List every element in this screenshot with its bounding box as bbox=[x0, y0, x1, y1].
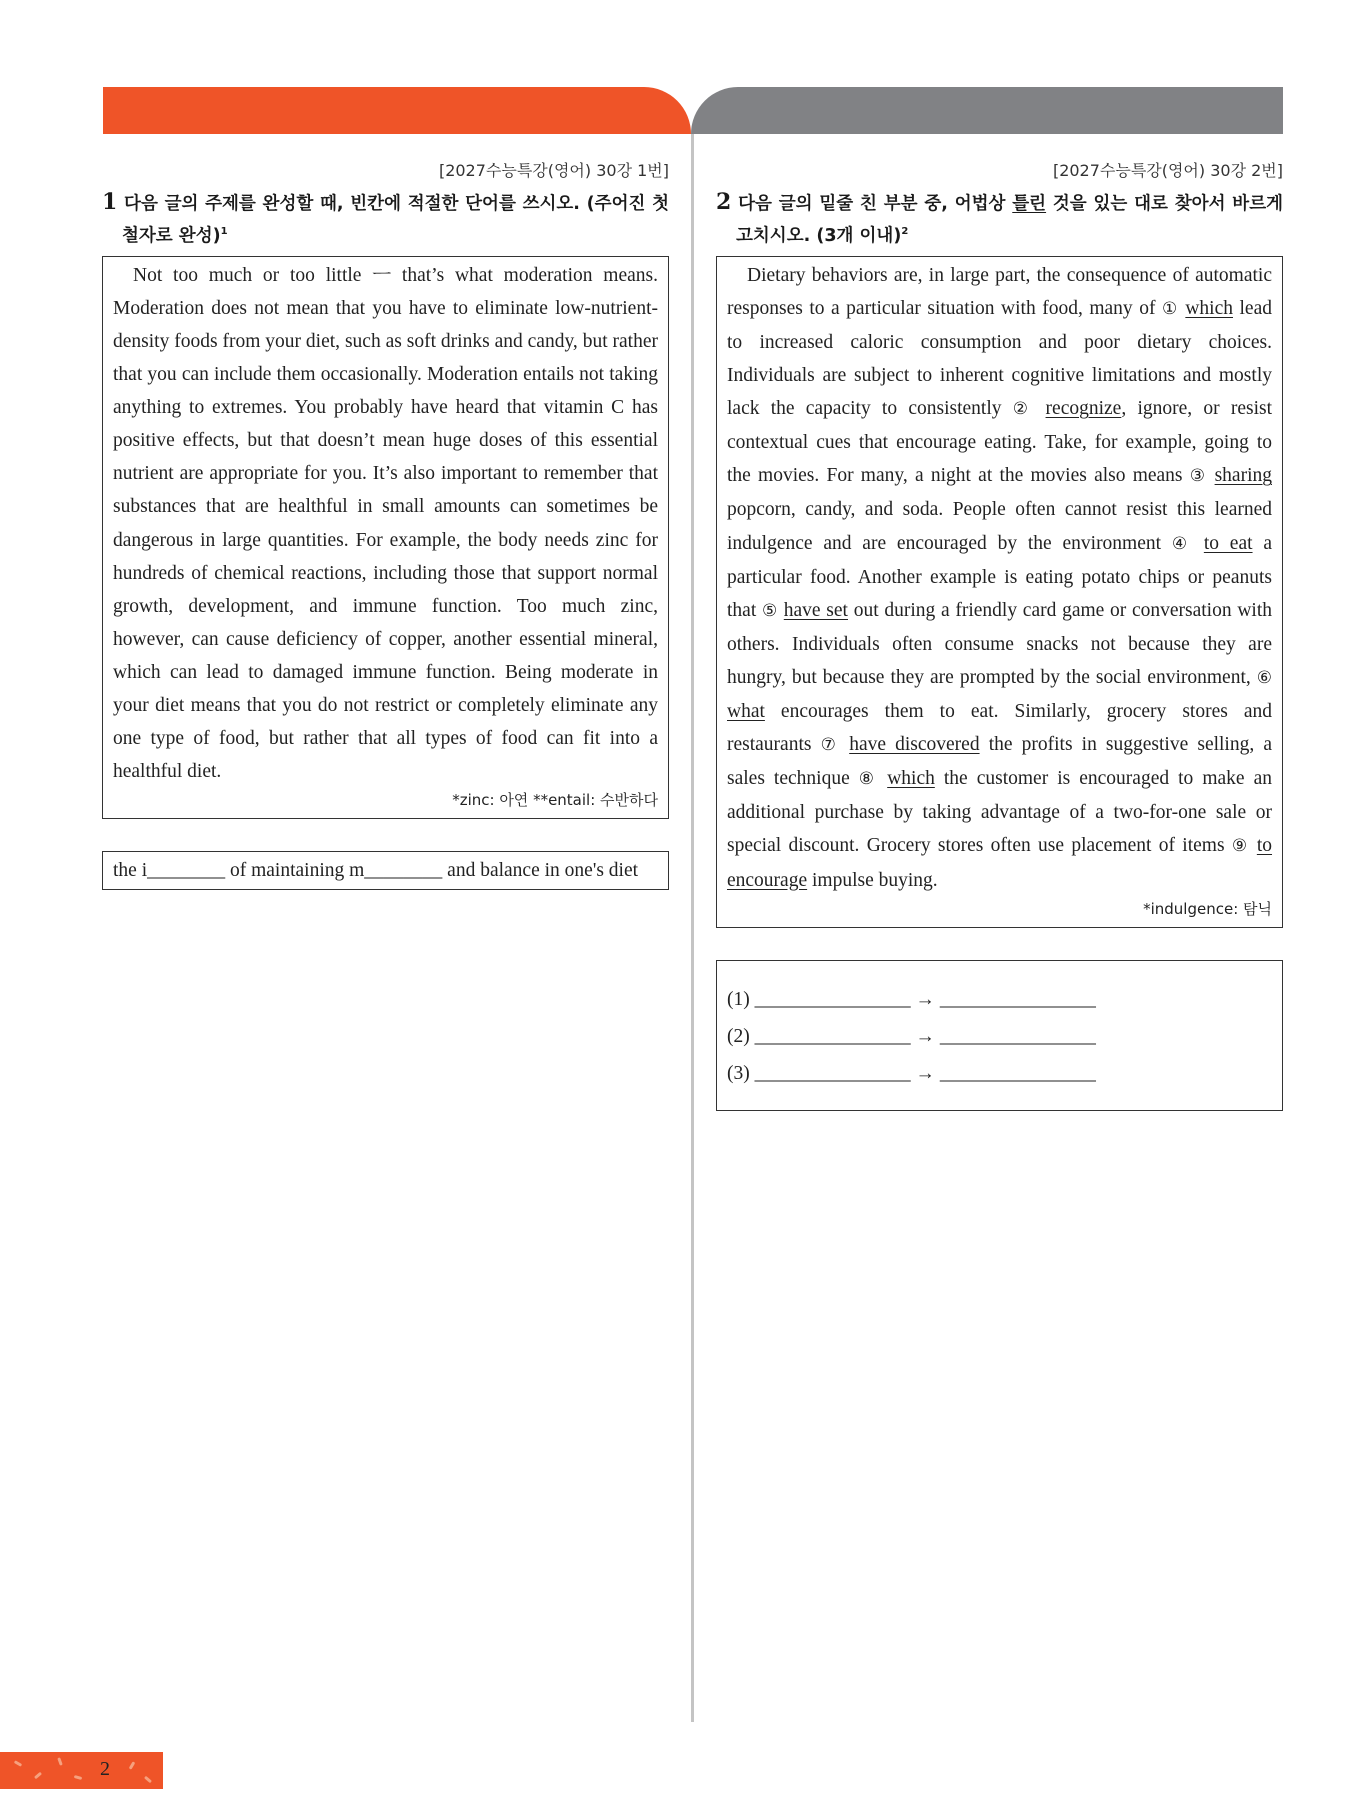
underlined-choice: to eat bbox=[1203, 532, 1253, 554]
header-banner-right bbox=[691, 87, 1283, 134]
source-label: [2027수능특강(영어) 30강 2번] bbox=[1052, 161, 1283, 180]
circled-number: ① bbox=[1161, 298, 1179, 319]
answer-box bbox=[716, 960, 1283, 1111]
passage-box bbox=[716, 256, 1283, 928]
footnote: *zinc: 아연 **entail: 수반하다 bbox=[452, 791, 658, 810]
question-number: 2 bbox=[716, 189, 732, 215]
circled-number: ⑧ bbox=[858, 769, 879, 790]
underlined-choice: what bbox=[727, 701, 765, 723]
page-number: 2 bbox=[100, 1758, 110, 1780]
underlined-choice: have set bbox=[783, 599, 848, 621]
passage-text: the customer is encouraged to make an additional purchase by taking advantage of a two-for-one sale or special discount. Grocery stores often use placement of items bbox=[727, 768, 1272, 857]
circled-number: ③ bbox=[1189, 466, 1208, 487]
underlined-choice: sharing bbox=[1214, 465, 1272, 487]
passage-text: Not too much or too little ㅡ that’s what moderation means. Moderation does not mean that you have to eliminate low-nutrient-density foods from your diet, such as soft drinks and candy, but rather that you can include them occasionally. Moderation entails not taking anything to extremes. You probably have heard that vitamin C has positive effects, but that doesn’t mean huge doses of this essential nutrient are appropriate for you. It’s also important to remember that substances that are healthful in small amounts can sometimes be dangerous in large quantities. For example, the body needs zinc for hundreds of chemical reactions, including those that support normal growth, development, and immune function. Too much zinc, however, can cause deficiency of copper, another essential mineral, which can lead to damaged immune function. Being moderate in your diet means that you do not restrict or completely eliminate any one type of food, but rather that all types of food can fit into a healthful diet. bbox=[113, 264, 658, 783]
source-label: [2027수능특강(영어) 30강 1번] bbox=[438, 161, 669, 180]
circled-number: ⑨ bbox=[1231, 836, 1250, 857]
question-text-b: 것을 있는 대로 찾아서 바르게 고치시오. (3개 이내) bbox=[736, 194, 1284, 246]
underlined-choice: which bbox=[887, 768, 935, 790]
passage-text: the profits in suggestive selling, a sales technique bbox=[727, 734, 1272, 790]
passage-text: encourages them to eat. Similarly, grocery stores and restaurants bbox=[727, 701, 1272, 756]
question-text-a: 다음 글의 밑줄 친 부분 중, 어법상 bbox=[738, 194, 1013, 214]
underlined-choice: to encourage bbox=[727, 835, 1273, 891]
answer-box: the i________ of maintaining m________ and balance in one's diet bbox=[102, 851, 669, 890]
question-2-column bbox=[716, 160, 1283, 1111]
footnote: *indulgence: 탐닉 bbox=[1143, 899, 1272, 918]
passage-text: a particular food. Another example is eating potato chips or peanuts that bbox=[727, 532, 1273, 621]
question-text-underlined: 틀린 bbox=[1012, 194, 1047, 214]
circled-number: ⑥ bbox=[1256, 667, 1272, 688]
page-number-badge bbox=[0, 1752, 163, 1789]
circled-number: ⑦ bbox=[820, 735, 841, 756]
answer-line-3: (3) ________________ → ________________ bbox=[727, 1062, 1096, 1084]
passage-box bbox=[102, 256, 669, 820]
column-divider bbox=[691, 134, 694, 1722]
answer-line-2: (2) ________________ → ________________ bbox=[727, 1025, 1096, 1047]
passage-text: popcorn, candy, and soda. People often cannot resist this learned indulgence and are encouraged by the environment bbox=[727, 499, 1272, 554]
passage-text: Dietary behaviors are, in large part, the consequence of automatic responses to a particular situation with food, many of bbox=[727, 264, 1272, 319]
underlined-choice: have discovered bbox=[849, 734, 980, 756]
answer-line-1: (1) ________________ → ________________ bbox=[727, 988, 1096, 1010]
circled-number: ④ bbox=[1171, 533, 1194, 554]
passage-text: out during a friendly card game or conversation with others. Individuals often consume snacks not because they are hungry, but because they are prompted by the social environment, bbox=[727, 599, 1272, 688]
question-1-prompt bbox=[102, 188, 669, 250]
question-number: 1 bbox=[102, 189, 118, 215]
passage-text: impulse buying. bbox=[807, 869, 938, 891]
circled-number: ② bbox=[1012, 399, 1035, 420]
question-text: 다음 글의 주제를 완성할 때, 빈칸에 적절한 단어를 쓰시오. (주어진 첫 철자로 완성) bbox=[122, 194, 670, 246]
passage-text: lead to increased caloric consumption and poor dietary choices. Individuals are subject to inherent cognitive limitations and mostly lack the capacity to consistently bbox=[727, 297, 1272, 420]
header-banner-left bbox=[103, 87, 691, 134]
circled-number: ⑤ bbox=[761, 600, 779, 621]
underlined-choice: recognize bbox=[1045, 398, 1122, 420]
question-2-prompt bbox=[716, 188, 1283, 250]
question-superscript: 2 bbox=[901, 226, 909, 237]
question-superscript: 1 bbox=[220, 226, 228, 237]
passage-text: , ignore, or resist contextual cues that encourage eating. Take, for example, going to the movies. For many, a night at the movies also means bbox=[727, 398, 1272, 487]
question-1-column bbox=[102, 160, 669, 890]
underlined-choice: which bbox=[1185, 297, 1233, 319]
